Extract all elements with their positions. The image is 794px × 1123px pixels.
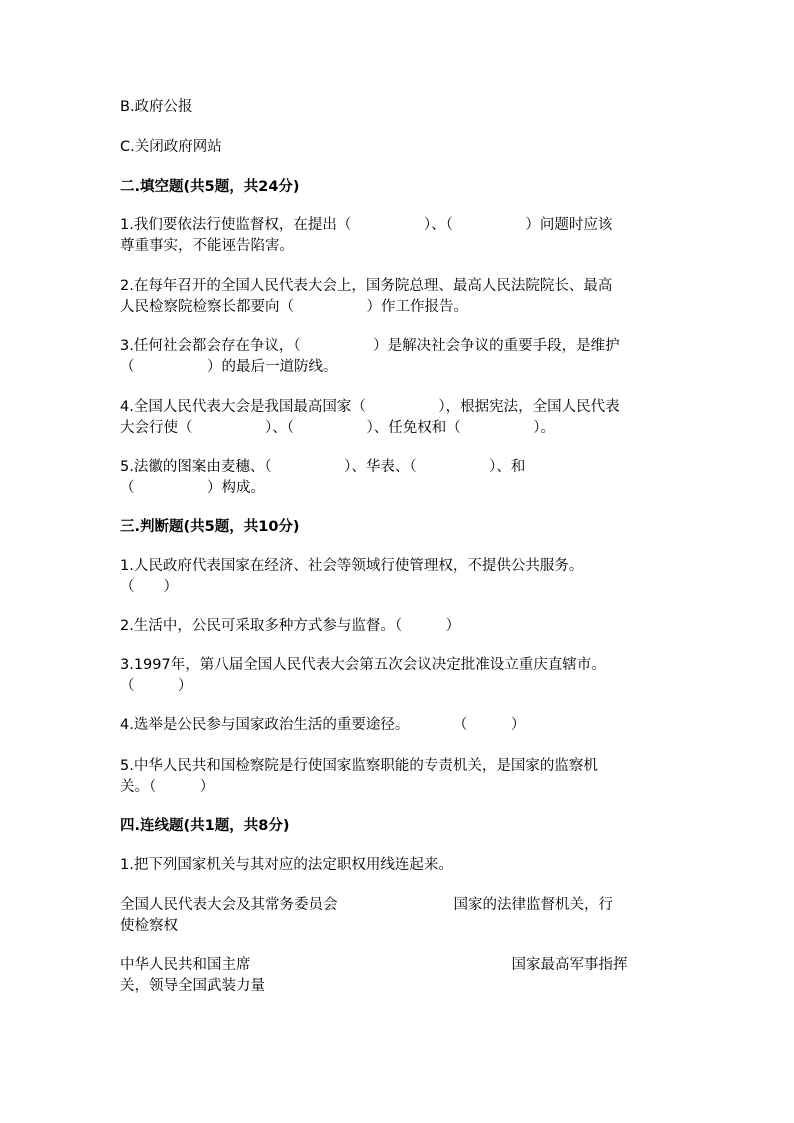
fill-q1-line2: 尊重事实，不能诬告陷害。	[120, 238, 294, 254]
match-pair1-line1: 全国人民代表大会及其常务委员会 国家的法律监督机关，行	[120, 897, 613, 913]
match-q1-prompt: 1.把下列国家机关与其对应的法定职权用线连起来。	[120, 857, 453, 873]
fill-q4-line1: 4.全国人民代表大会是我国最高国家（ ），根据宪法，全国人民代表	[120, 399, 620, 415]
match-pair1-line2: 使检察权	[120, 918, 178, 934]
fill-q3-line1: 3.任何社会都会存在争议，（ ）是解决社会争议的重要手段，是维护	[120, 338, 620, 354]
fill-q2-line1: 2.在每年召开的全国人民代表大会上，国务院总理、最高人民法院院长、最高	[120, 278, 613, 294]
judge-q3-line1: 3.1997年，第八届全国人民代表大会第五次会议决定批准设立重庆直辖市。	[120, 657, 606, 673]
fill-q2-line2: 人民检察院检察长都要向（ ）作工作报告。	[120, 299, 468, 315]
judge-q1-line2: （ ）	[120, 579, 178, 595]
fill-q3-line2: （ ）的最后一道防线。	[120, 359, 338, 375]
fill-q5-line2: （ ）构成。	[120, 480, 265, 496]
section-heading-fill-blank: 二.填空题(共5题，共24分)	[120, 179, 300, 195]
match-pair2-line2: 关，领导全国武装力量	[120, 978, 265, 994]
section-heading-true-false: 三.判断题(共5题，共10分)	[120, 519, 300, 535]
section-heading-matching: 四.连线题(共1题，共8分)	[120, 818, 290, 834]
judge-q2-line1: 2.生活中，公民可采取多种方式参与监督。（ ）	[120, 618, 461, 634]
judge-q1-line1: 1.人民政府代表国家在经济、社会等领域行使管理权，不提供公共服务。	[120, 558, 584, 574]
option-b: B.政府公报	[120, 99, 193, 115]
judge-q5-line1: 5.中华人民共和国检察院是行使国家监察职能的专责机关，是国家的监察机	[120, 758, 598, 774]
option-c: C.关闭政府网站	[120, 139, 222, 155]
match-pair2-line1: 中华人民共和国主席 国家最高军事指挥	[120, 957, 628, 973]
fill-q1-line1: 1.我们要依法行使监督权，在提出（ ）、（ ）问题时应该	[120, 217, 613, 233]
fill-q5-line1: 5.法徽的图案由麦穗、（ ）、华表、（ ）、和	[120, 459, 526, 475]
judge-q4-line1: 4.选举是公民参与国家政治生活的重要途径。 （ ）	[120, 717, 526, 733]
judge-q5-line2: 关。（ ）	[120, 779, 215, 795]
fill-q4-line2: 大会行使（ ）、（ ）、任免权和（ ）。	[120, 420, 555, 436]
judge-q3-line2: （ ）	[120, 678, 193, 694]
